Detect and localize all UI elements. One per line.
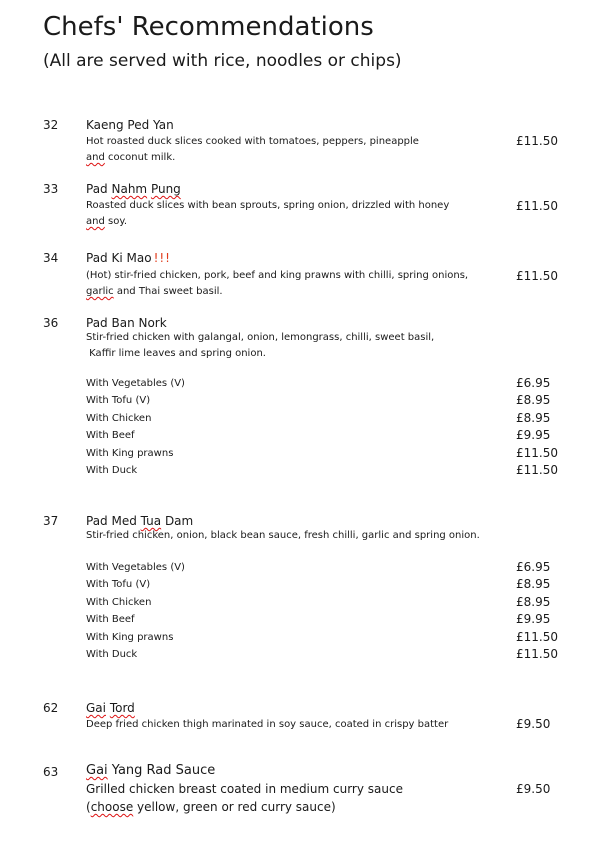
option-label: With Vegetables (V) bbox=[86, 562, 185, 573]
item-description bbox=[86, 330, 496, 362]
description-line: coconut milk. bbox=[104, 152, 176, 163]
description-word: and bbox=[86, 152, 105, 163]
item-number: 37 bbox=[43, 514, 59, 528]
name-part: Dam bbox=[161, 514, 194, 528]
option-price: £11.50 bbox=[516, 463, 558, 477]
item-price: £11.50 bbox=[516, 269, 558, 283]
item-description: Deep fried chicken thigh marinated in soy sauce, coated in crispy batter bbox=[86, 719, 449, 730]
item-name bbox=[86, 250, 171, 266]
option-label: With Tofu (V) bbox=[86, 395, 151, 406]
name-part: Pung bbox=[150, 182, 181, 196]
item-description bbox=[86, 780, 496, 816]
name-part: Yang Rad Sauce bbox=[107, 763, 216, 778]
description-line: and Thai sweet basil. bbox=[113, 286, 223, 297]
description-line: (Hot) stir-fried chicken, pork, beef and king prawns with chilli, spring onions, bbox=[86, 270, 469, 281]
option-label: With Duck bbox=[86, 649, 138, 660]
description-word: and bbox=[86, 216, 105, 227]
item-price: £11.50 bbox=[516, 134, 558, 148]
chili-icon: !!! bbox=[153, 251, 171, 265]
item-number: 62 bbox=[43, 701, 59, 715]
item-number: 34 bbox=[43, 251, 59, 265]
option-label: With Duck bbox=[86, 465, 138, 476]
option-price: £11.50 bbox=[516, 446, 558, 460]
name-part: Pad Med bbox=[86, 514, 141, 528]
item-name: Kaeng Ped Yan bbox=[86, 118, 174, 132]
page-title: Chefs' Recommendations bbox=[43, 12, 374, 42]
description-line: ( bbox=[86, 800, 91, 814]
option-label: With King prawns bbox=[86, 448, 174, 459]
option-price: £8.95 bbox=[516, 577, 551, 591]
option-price: £11.50 bbox=[516, 630, 558, 644]
option-price: £8.95 bbox=[516, 595, 551, 609]
page-subtitle: (All are served with rice, noodles or chips) bbox=[43, 51, 402, 71]
option-price: £8.95 bbox=[516, 393, 551, 407]
item-description bbox=[86, 134, 496, 166]
option-price: £8.95 bbox=[516, 411, 551, 425]
item-description: Stir-fried chicken, onion, black bean sauce, fresh chilli, garlic and spring onion. bbox=[86, 530, 480, 541]
option-label: With Chicken bbox=[86, 597, 152, 608]
item-price: £9.50 bbox=[516, 782, 551, 796]
item-name bbox=[86, 181, 181, 197]
option-label: With Beef bbox=[86, 614, 135, 625]
option-label: With Tofu (V) bbox=[86, 579, 151, 590]
option-label: With King prawns bbox=[86, 632, 174, 643]
name-part: Gai bbox=[86, 701, 106, 715]
description-word: choose bbox=[90, 800, 134, 814]
name-part: Pad bbox=[86, 182, 112, 196]
item-price: £11.50 bbox=[516, 199, 558, 213]
description-line: Hot roasted duck slices cooked with tomatoes, peppers, pineapple bbox=[86, 136, 419, 147]
name-part: Tord bbox=[109, 701, 135, 715]
option-price: £9.95 bbox=[516, 428, 551, 442]
item-description bbox=[86, 198, 496, 230]
description-line: yellow, green or red curry sauce) bbox=[133, 800, 336, 814]
description-line: Roasted duck slices with bean sprouts, spring onion, drizzled with honey bbox=[86, 200, 450, 211]
option-price: £6.95 bbox=[516, 560, 551, 574]
option-price: £11.50 bbox=[516, 647, 558, 661]
option-price: £6.95 bbox=[516, 376, 551, 390]
item-name bbox=[86, 763, 215, 779]
description-line: Grilled chicken breast coated in medium curry sauce bbox=[86, 782, 403, 796]
description-line: soy. bbox=[104, 216, 128, 227]
description-line: Stir-fried chicken with galangal, onion, lemongrass, chilli, sweet basil, bbox=[86, 332, 435, 343]
item-name: Pad Ban Nork bbox=[86, 316, 167, 330]
item-number: 36 bbox=[43, 316, 59, 330]
name-part: Nahm bbox=[111, 182, 148, 196]
name-part: Tua bbox=[140, 514, 162, 528]
item-name bbox=[86, 513, 193, 529]
item-description bbox=[86, 268, 496, 300]
name-part: Gai bbox=[86, 763, 108, 778]
item-name bbox=[86, 700, 135, 716]
description-word: garlic bbox=[86, 286, 114, 297]
option-label: With Vegetables (V) bbox=[86, 378, 185, 389]
item-number: 32 bbox=[43, 118, 59, 132]
item-number: 63 bbox=[43, 765, 59, 779]
item-price: £9.50 bbox=[516, 717, 551, 731]
option-label: With Chicken bbox=[86, 413, 152, 424]
item-number: 33 bbox=[43, 182, 59, 196]
option-price: £9.95 bbox=[516, 612, 551, 626]
name-part: Pad Ki Mao bbox=[86, 251, 152, 265]
option-label: With Beef bbox=[86, 430, 135, 441]
description-line: Kaffir lime leaves and spring onion. bbox=[86, 348, 266, 359]
